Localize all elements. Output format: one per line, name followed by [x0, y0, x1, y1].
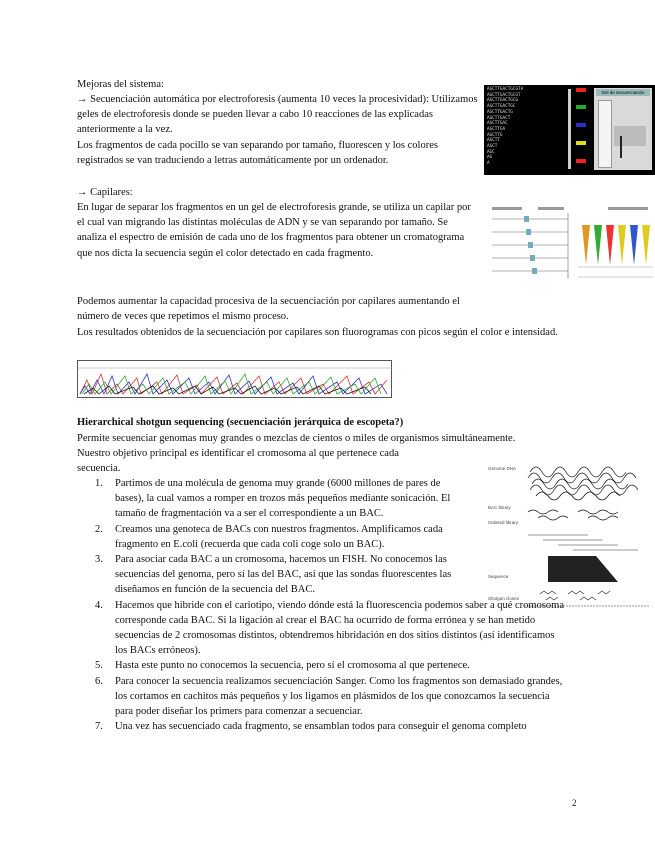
shotgun-steps-list [77, 476, 577, 734]
sequence-line: AGCTTGACTGCGT [487, 92, 521, 98]
gel-panel-title: Gel de secuenciación [596, 89, 650, 96]
sequence-line: A [487, 161, 490, 167]
sequence-line: AGCTTGAC [487, 121, 508, 127]
shotgun-label-1: Genome DNA [488, 466, 517, 471]
list-item: 7. Una vez has secuenciado cada fragmento, se ensamblan todos para conseguir el genoma completo [95, 721, 527, 733]
fluorogram-chromatogram [77, 360, 392, 398]
list-item: 3. Para asociar cada BAC a un cromosoma, hacemos un FISH. No conocemos las secuencias del genoma, pero sí las del BAC, así que las sondas fluorescentes las diseñamos en función de la secuencia del BAC. [95, 554, 452, 596]
sequence-line: AGC [487, 149, 495, 155]
section1-para2: Los fragmentos de cada pocillo se van separando por tamaño, fluorescen y los colores registrados se van traduciendo a letras automáticamente por un ordenador. [77, 140, 438, 167]
sequence-line: AGCTTGA [487, 126, 506, 132]
list-item: 2. Creamos una genoteca de BACs con nuestros fragmentos. Amplificamos cada fragmento en E.coli (recuerda que cada coli coge solo un BAC). [95, 523, 443, 550]
sequence-line: AGCTTGACT [487, 115, 511, 121]
sequence-line: AGCTTGACTGCGTA [487, 87, 524, 92]
sequence-line: AGCTTG [487, 132, 503, 138]
sequence-ladder [487, 87, 567, 167]
list-item: 5. Hasta este punto no conocemos la secuencia, pero sí el cromosoma al que pertenece. [95, 660, 470, 672]
shotgun-label-3: Ordered library [488, 520, 519, 525]
shotgun-label-4: Sequence [488, 574, 509, 579]
list-item: 1. Partimos de una molécula de genoma muy grande (6000 millones de pares de bases), la cual vamos a romper en trozos más pequeños mediante sonicación. El tamaño de fragmentación va a ser el correspondiente a un BAC. [95, 478, 451, 520]
section3-heading: Hierarchical shotgun sequencing (secuenciación jerárquica de escopeta?) [77, 417, 404, 428]
gel-panel [594, 88, 652, 170]
sequence-line: AGCTT [487, 138, 500, 144]
electrophoresis-figure [484, 85, 655, 175]
sequence-line: AGCTTGACTG [487, 109, 513, 115]
capillary-diagram [488, 205, 655, 285]
shotgun-label-5: Shotgun clones [488, 596, 520, 601]
section2-heading: → Capilares: [77, 187, 133, 198]
section2-para3: Los resultados obtenidos de la secuenciación por capilares son fluorogramas con picos según el color e intensidad. [77, 327, 558, 338]
sequence-line: AGCT [487, 144, 498, 150]
shotgun-label-2: BAC library [488, 505, 511, 510]
page-number: 2 [572, 798, 577, 808]
list-item: 6. Para conocer la secuencia realizamos secuenciación Sanger. Como los fragmentos son demasiado grandes, los cortamos en cachitos más pequeños y los ligamos en plásmidos de los que conozcamos la secuencia para poder diseñar los primers para comenzar a secuenciar. [95, 675, 563, 718]
sequence-line: AGCTTGACTGCG [487, 98, 519, 104]
section2-para1: En lugar de separar los fragmentos en un gel de electroforesis grande, se utiliza un capilar por el cual van migrando las distintas moléculas de ADN y se van separando por tamaño. Se analiza el espectro de emisión de cada uno de los fragmentos para obtener un cromatograma que nos dicta la secuencia según el color detectado en cada fragmento. [77, 202, 471, 259]
section1-heading: Mejoras del sistema: [77, 79, 164, 90]
section1-para1: → Secuenciación automática por electroforesis (aumenta 10 veces la procesividad): Utilizamos geles de electroforesis donde se pueden llevar a cabo 10 reacciones de las explicadas anteriormente a la vez. [77, 94, 478, 136]
section2-para2: Podemos aumentar la capacidad procesiva de la secuenciación por capilares aumentando el número de veces que repetimos el mismo proceso. [77, 296, 460, 323]
section3-intro: Permite secuenciar genomas muy grandes o mezclas de cientos o miles de organismos simultáneamente. [77, 433, 516, 444]
sequence-line: AG [487, 155, 493, 161]
section3-objective: Nuestro objetivo principal es identificar el cromosoma al que pertenece cada secuencia. [77, 448, 399, 475]
list-item: 4. Hacemos que hibride con el cariotipo, viendo dónde está la fluorescencia podemos saber a qué cromosoma corresponde cada BAC. Si la ligación al crear el BAC ha ocurrido de forma errónea y se han metido secuencias de 2 cromosomas distintos, obtendremos hibridación en dos sitios distintos (así identificamos los BACs erróneos). [95, 599, 565, 657]
sequence-line: AGCTTGACTGC [487, 104, 516, 110]
